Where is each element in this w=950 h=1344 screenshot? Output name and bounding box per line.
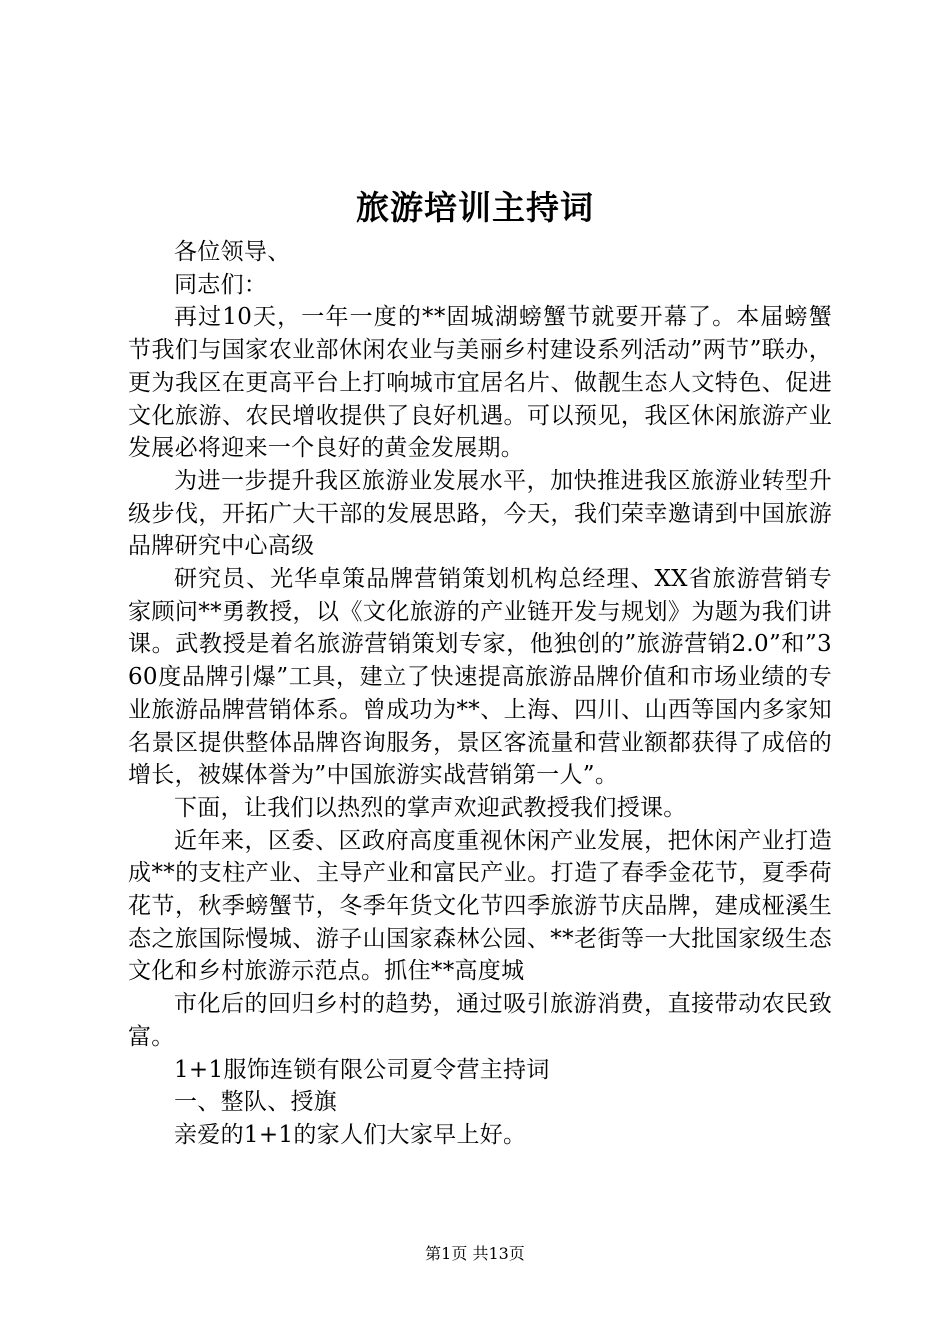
paragraph: 1+1服饰连锁有限公司夏令营主持词 xyxy=(174,1056,550,1083)
paragraph: 研究员、光华卓策品牌营销策划机构总经理、XX省旅游营销专家顾问**勇教授，以《文化旅游的产业链开发与规划》为题为我们讲课。武教授是着名旅游营销策划专家，他独创的”旅游营销2.0”和”360度品牌引爆”工具，建立了快速提高旅游品牌价值和市场业绩的专业旅游品牌营销体系。曾成功为**、上海、四川、山西等国内多家知名景区提供整体品牌咨询服务，景区客流量和营业额都获得了成倍的增长，被媒体誉为”中国旅游实战营销第一人”。 xyxy=(128,566,832,789)
paragraph: 再过10天，一年一度的**固城湖螃蟹节就要开幕了。本届螃蟹节我们与国家农业部休闲农业与美丽乡村建设系列活动”两节”联办，更为我区在更高平台上打响城市宜居名片、做靓生态人文特色、促进文化旅游、农民增收提供了良好机遇。可以预见，我区休闲旅游产业发展必将迎来一个良好的黄金发展期。 xyxy=(128,304,832,462)
paragraph-salutation-leaders: 各位领导、 xyxy=(174,239,291,265)
paragraph: 下面，让我们以热烈的掌声欢迎武教授我们授课。 xyxy=(174,794,687,821)
paragraph: 亲爱的1+1的家人们大家早上好。 xyxy=(174,1121,527,1148)
document-body xyxy=(128,236,832,1152)
paragraph: 市化后的回归乡村的趋势，通过吸引旅游消费，直接带动农民致富。 xyxy=(128,991,832,1050)
paragraph-salutation-comrades: 同志们： xyxy=(174,271,268,298)
paragraph: 近年来，区委、区政府高度重视休闲产业发展，把休闲产业打造成**的支柱产业、主导产业和富民产业。打造了春季金花节，夏季荷花节，秋季螃蟹节，冬季年货文化节四季旅游节庆品牌，建成桠溪生态之旅国际慢城、游子山国家森林公园、**老街等一大批国家级生态文化和乡村旅游示范点。抓住**高度城 xyxy=(128,827,832,985)
page-number-footer: 第1页 共13页 xyxy=(425,1244,525,1263)
document-title: 旅游培训主持词 xyxy=(356,188,594,227)
paragraph: 为进一步提升我区旅游业发展水平，加快推进我区旅游业转型升级步伐，开拓广大干部的发展思路，今天，我们荣幸邀请到中国旅游品牌研究中心高级 xyxy=(128,467,832,560)
paragraph: 一、整队、授旗 xyxy=(174,1089,338,1116)
